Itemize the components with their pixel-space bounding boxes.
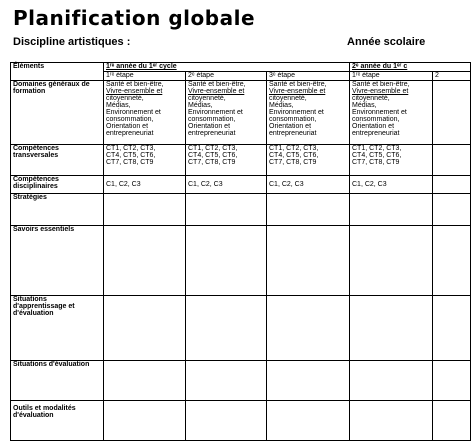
- school-year-label: Année scolaire: [347, 36, 426, 48]
- empty-cell[interactable]: [267, 361, 350, 401]
- empty-cell[interactable]: [186, 194, 267, 226]
- transversal-cell: CT1, CT2, CT3, CT4, CT5, CT6, CT7, CT8, CT9: [350, 145, 433, 176]
- domains-cell-partial: [433, 81, 471, 145]
- empty-cell[interactable]: [267, 401, 350, 441]
- empty-cell[interactable]: [433, 226, 471, 296]
- empty-cell[interactable]: [104, 296, 186, 361]
- etape-header: 2: [433, 72, 471, 81]
- empty-cell[interactable]: [433, 401, 471, 441]
- row-label-savoirs: Savoirs essentiels: [11, 226, 104, 296]
- row-label-situations-apprentissage: Situations d'apprentissage et d'évaluation: [11, 296, 104, 361]
- disciplinary-cell: C1, C2, C3: [186, 176, 267, 194]
- disciplinary-cell: C1, C2, C3: [104, 176, 186, 194]
- row-label-disciplinaires: Compétences disciplinaires: [11, 176, 104, 194]
- empty-cell[interactable]: [350, 296, 433, 361]
- cycle-header-2: 2ᵉ année du 1ᵉʳ c: [350, 63, 471, 72]
- empty-cell[interactable]: [433, 194, 471, 226]
- empty-cell[interactable]: [186, 401, 267, 441]
- domains-cell: Santé et bien-être, Vivre-ensemble et citoyenneté, Médias, Environnement et consommation, Orientation et entrepreneuriat: [104, 81, 186, 145]
- transversal-cell-partial: [433, 145, 471, 176]
- empty-cell[interactable]: [350, 194, 433, 226]
- planning-table: [10, 62, 471, 441]
- etape-header: 1ʳᵉ étape: [350, 72, 433, 81]
- empty-cell[interactable]: [104, 226, 186, 296]
- disciplinary-cell: C1, C2, C3: [350, 176, 433, 194]
- empty-cell[interactable]: [350, 361, 433, 401]
- row-label-outils: Outils et modalités d'évaluation: [11, 401, 104, 441]
- row-label-transversales: Compétences transversales: [11, 145, 104, 176]
- empty-cell[interactable]: [104, 361, 186, 401]
- empty-cell[interactable]: [350, 226, 433, 296]
- etape-header: 3ᵉ étape: [267, 72, 350, 81]
- transversal-cell: CT1, CT2, CT3, CT4, CT5, CT6, CT7, CT8, CT9: [186, 145, 267, 176]
- etape-header: 1ʳᵉ étape: [104, 72, 186, 81]
- empty-cell[interactable]: [433, 296, 471, 361]
- domains-cell: Santé et bien-être, Vivre-ensemble et citoyenneté, Médias, Environnement et consommation, Orientation et entrepreneuriat: [350, 81, 433, 145]
- transversal-cell: CT1, CT2, CT3, CT4, CT5, CT6, CT7, CT8, CT9: [104, 145, 186, 176]
- empty-cell[interactable]: [186, 361, 267, 401]
- empty-cell[interactable]: [186, 296, 267, 361]
- row-label-domaines: Domaines généraux de formation: [11, 81, 104, 145]
- empty-cell[interactable]: [433, 361, 471, 401]
- disciplinary-cell-partial: [433, 176, 471, 194]
- empty-cell[interactable]: [104, 401, 186, 441]
- empty-cell[interactable]: [267, 296, 350, 361]
- domains-cell: Santé et bien-être, Vivre-ensemble et citoyenneté, Médias, Environnement et consommation, Orientation et entrepreneuriat: [267, 81, 350, 145]
- elements-header: Éléments: [11, 63, 104, 81]
- discipline-label: Discipline artistiques :: [13, 36, 131, 48]
- domains-cell: Santé et bien-être, Vivre-ensemble et citoyenneté, Médias, Environnement et consommation, Orientation et entrepreneuriat: [186, 81, 267, 145]
- empty-cell[interactable]: [186, 226, 267, 296]
- transversal-cell: CT1, CT2, CT3, CT4, CT5, CT6, CT7, CT8, CT9: [267, 145, 350, 176]
- disciplinary-cell: C1, C2, C3: [267, 176, 350, 194]
- row-label-situations-evaluation: Situations d'évaluation: [11, 361, 104, 401]
- page-title: Planification globale: [13, 6, 256, 30]
- empty-cell[interactable]: [267, 194, 350, 226]
- empty-cell[interactable]: [104, 194, 186, 226]
- empty-cell[interactable]: [350, 401, 433, 441]
- row-label-strategies: Stratégies: [11, 194, 104, 226]
- etape-header: 2ᵉ étape: [186, 72, 267, 81]
- empty-cell[interactable]: [267, 226, 350, 296]
- cycle-header-1: 1ʳᵉ année du 1ᵉʳ cycle: [104, 63, 350, 72]
